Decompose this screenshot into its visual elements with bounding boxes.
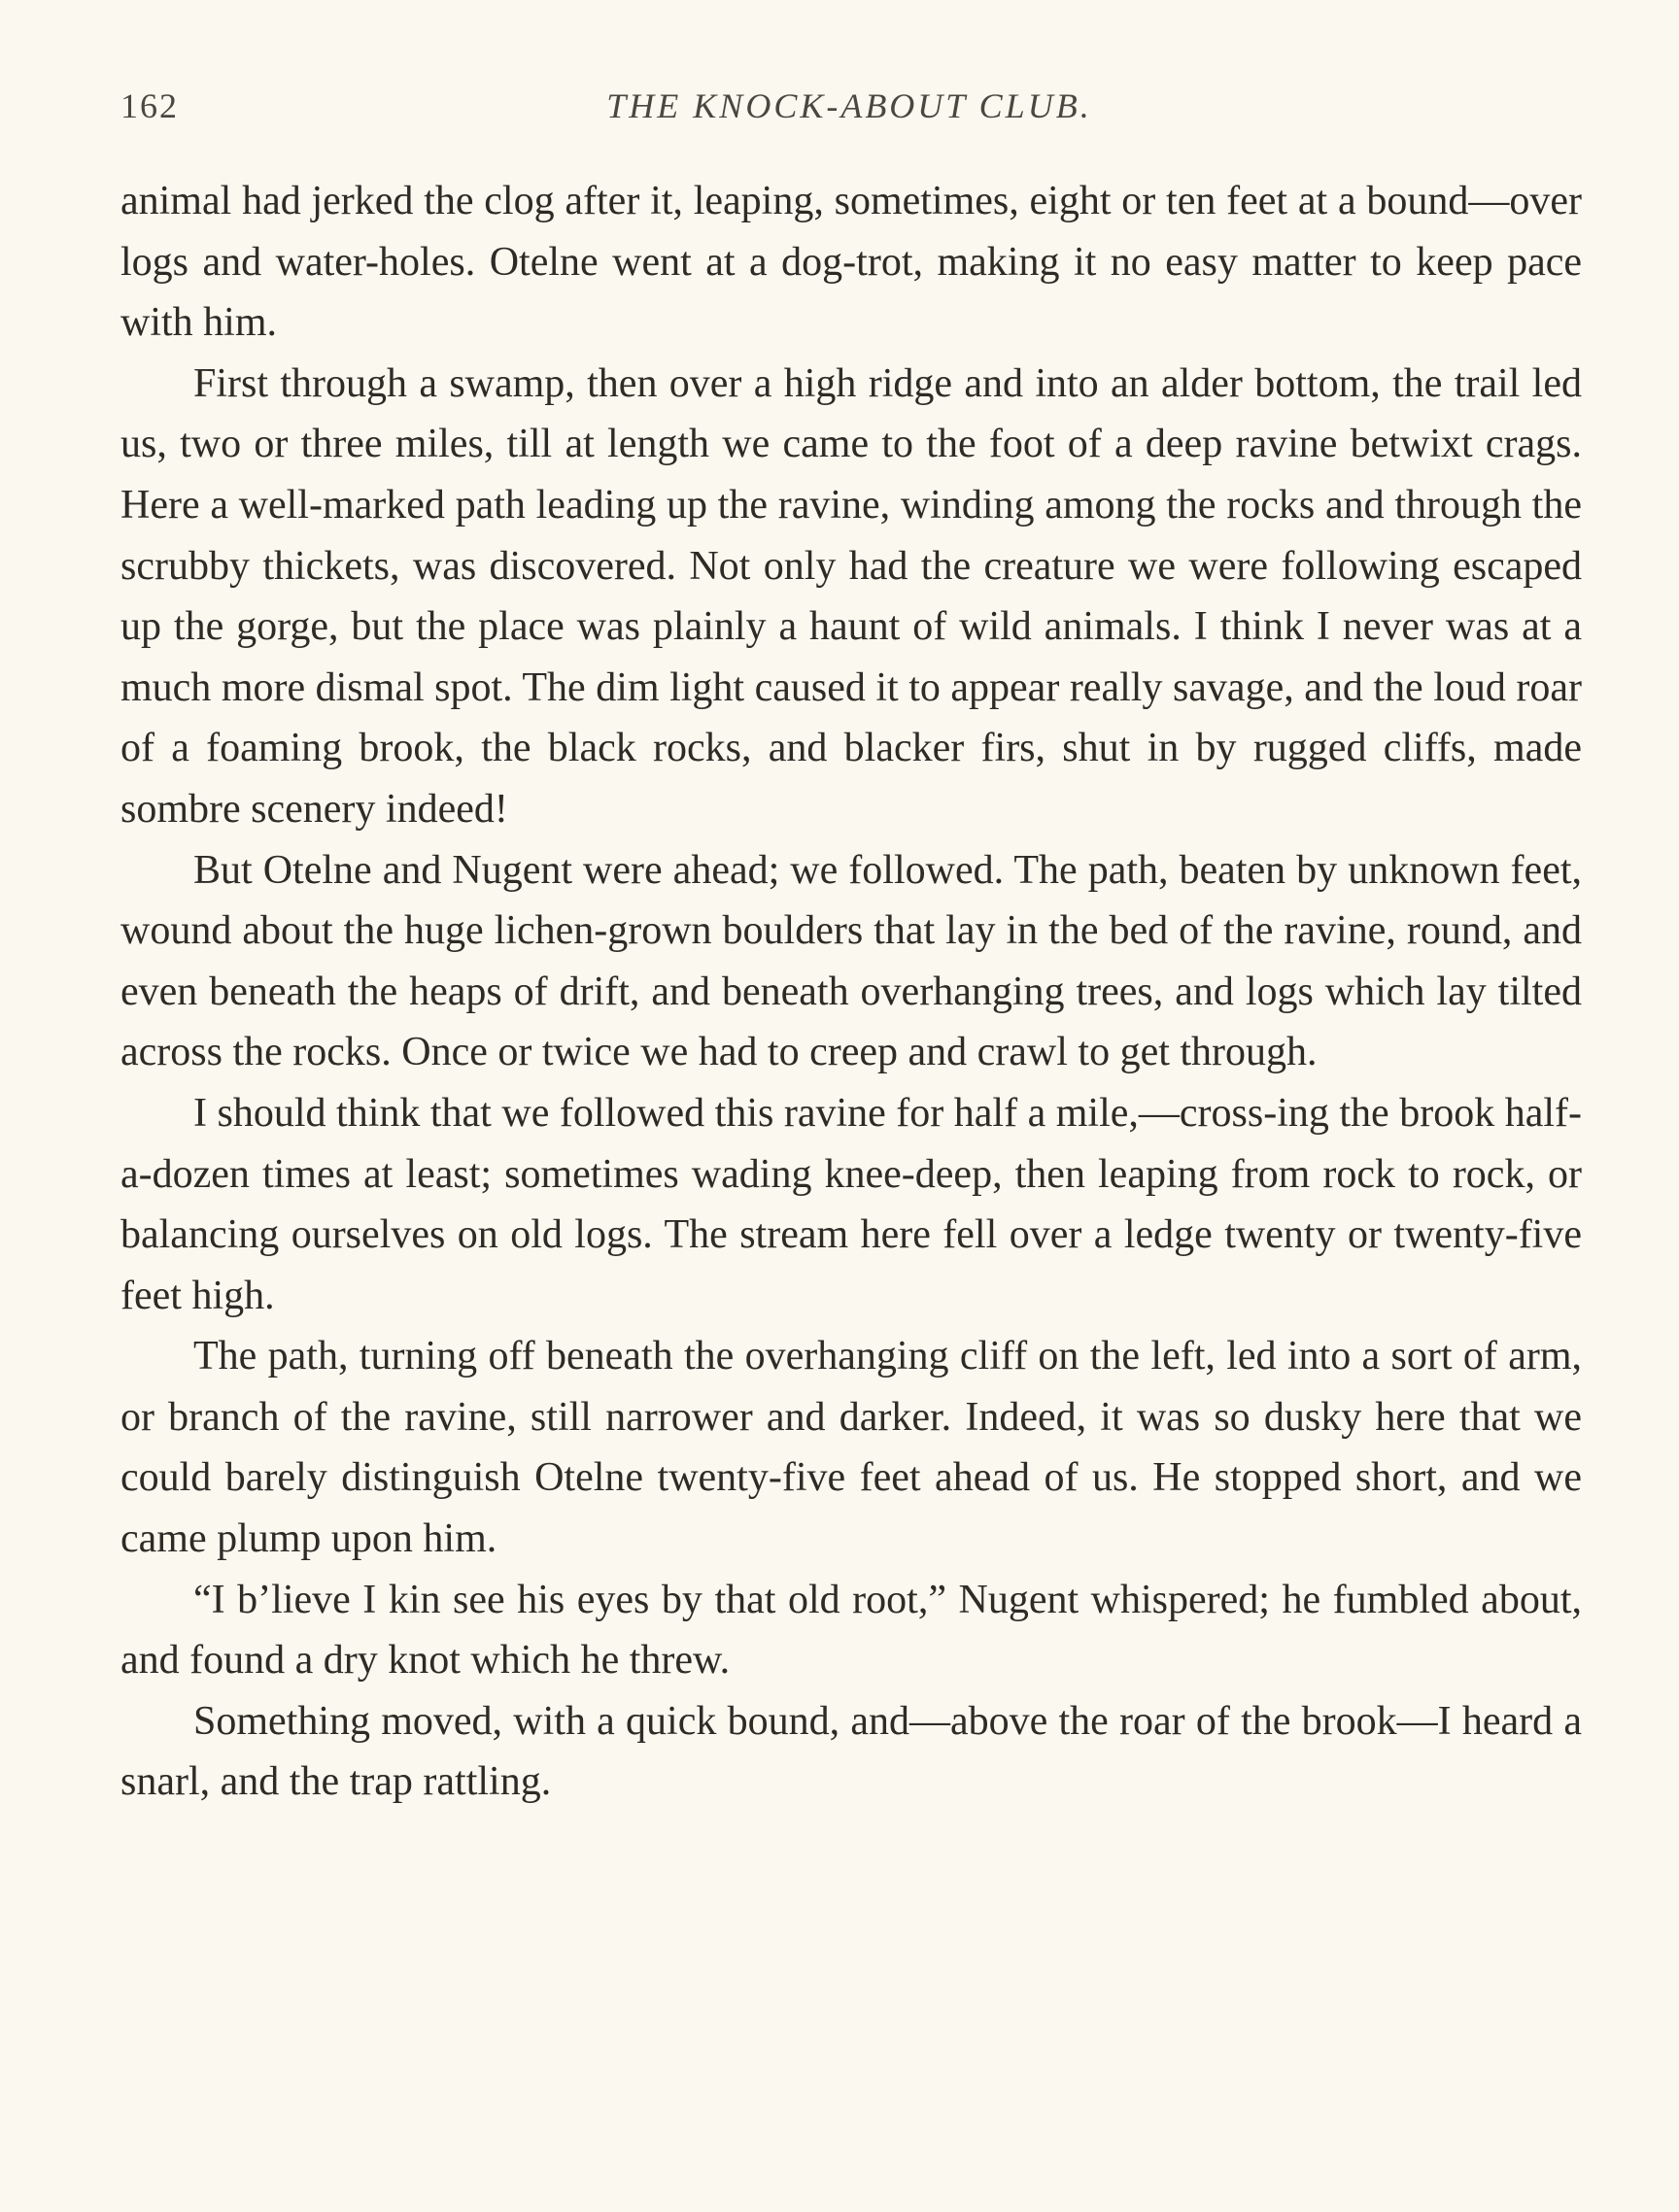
running-head [120, 85, 1578, 144]
running-title: THE KNOCK-ABOUT CLUB. [606, 86, 1092, 125]
paragraph-dialogue: “I b’lieve I kin see his eyes by that old root,” Nugent whispered; he fumbled about, and found a dry knot which he threw. [120, 1577, 1582, 1684]
body-text [120, 171, 1582, 1813]
paragraph: But Otelne and Nugent were ahead; we followed. The path, beaten by unknown feet, wound about the huge lichen-grown boulders that lay in the bed of the ravine, round, and even beneath the heaps of drift, and beneath overhanging trees, and logs which lay tilted across the rocks. Once or twice we had to creep and crawl to get through. [120, 847, 1582, 1075]
paragraph-continued: animal had jerked the clog after it, leaping, sometimes, eight or ten feet at a bound—over logs and water-holes. Otelne went at a dog-trot, making it no easy matter to keep pace with him. [120, 179, 1582, 346]
paragraph: The path, turning off beneath the overhanging cliff on the left, led into a sort of arm, or branch of the ravine, still narrower and darker. Indeed, it was so dusky here that we could barely distinguish Otelne twenty-five feet ahead of us. He stopped short, and we came plump upon him. [120, 1334, 1582, 1562]
paragraph: First through a swamp, then over a high ridge and into an alder bottom, the trail led us, two or three miles, till at length we came to the foot of a deep ravine betwixt crags. Here a well-marked path leading up the ravine, winding among the rocks and through the scrubby thickets, was discovered. Not only had the creature we were following escaped up the gorge, but the place was plainly a haunt of wild animals. I think I never was at a much more dismal spot. The dim light caused it to appear really savage, and the loud roar of a foaming brook, the black rocks, and blacker firs, shut in by rugged cliffs, made sombre scenery indeed! [120, 360, 1582, 832]
paragraph: Something moved, with a quick bound, and—above the roar of the brook—I heard a snarl, and the trap rattling. [120, 1698, 1582, 1805]
paragraph: I should think that we followed this ravine for half a mile,—cross-ing the brook half-a-dozen times at least; sometimes wading knee-deep, then leaping from rock to rock, or balancing ourselves on old logs. The stream here fell over a ledge twenty or twenty-five feet high. [120, 1090, 1582, 1318]
page-number: 162 [120, 86, 179, 125]
